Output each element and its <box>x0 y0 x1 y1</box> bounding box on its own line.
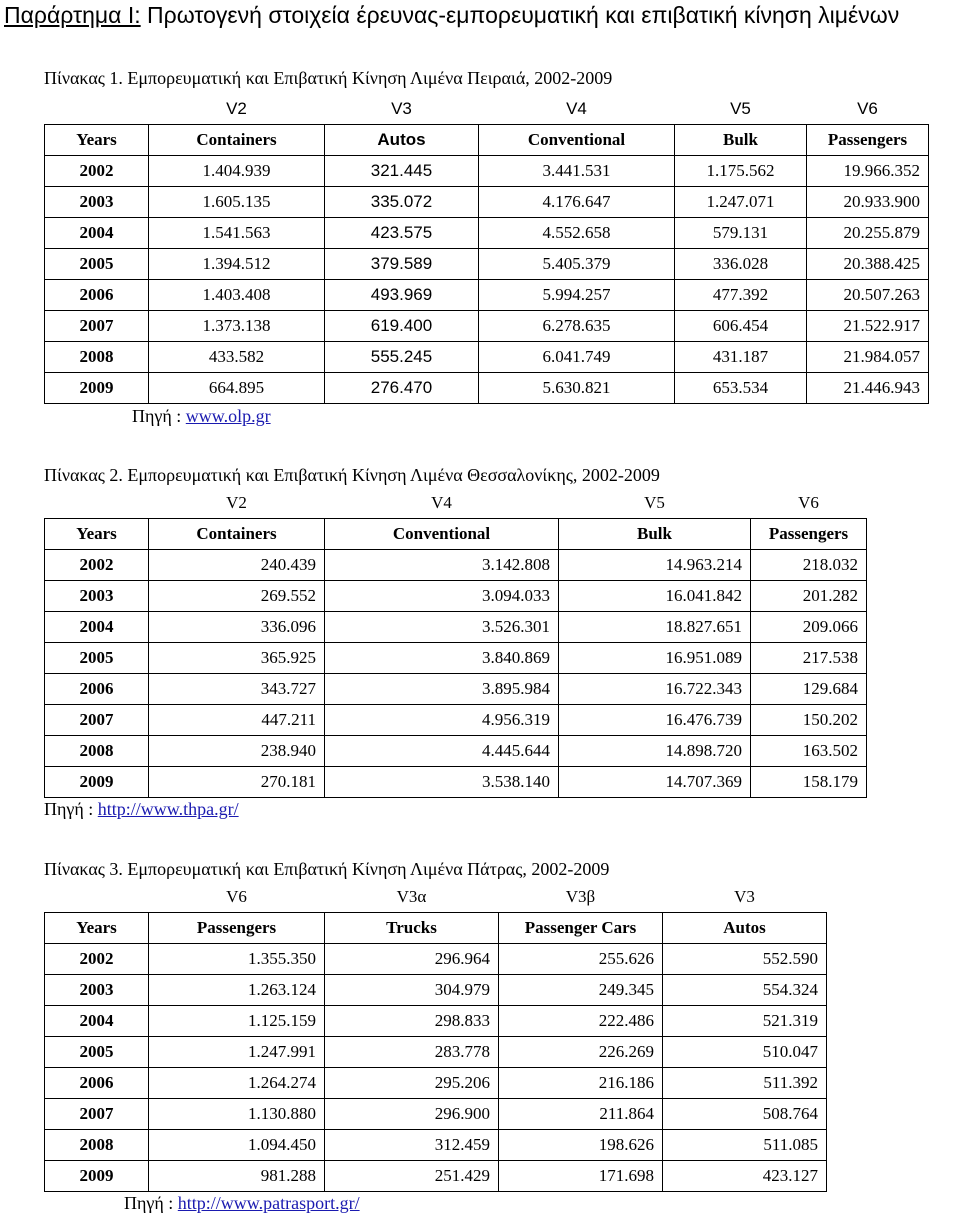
value-cell: 579.131 <box>675 218 807 249</box>
value-cell: 222.486 <box>499 1006 663 1037</box>
table2-source <box>44 798 239 820</box>
value-cell: 249.345 <box>499 975 663 1006</box>
value-cell: 18.827.651 <box>559 612 751 643</box>
variable-row <box>45 94 929 125</box>
column-header: Trucks <box>325 913 499 944</box>
value-cell: 198.626 <box>499 1130 663 1161</box>
table-row <box>45 1099 827 1130</box>
value-cell: 3.142.808 <box>325 550 559 581</box>
value-cell: 21.446.943 <box>807 373 929 404</box>
value-cell: 477.392 <box>675 280 807 311</box>
value-cell: 217.538 <box>751 643 867 674</box>
value-cell: 251.429 <box>325 1161 499 1192</box>
value-cell: 1.541.563 <box>149 218 325 249</box>
value-cell: 1.373.138 <box>149 311 325 342</box>
value-cell: 283.778 <box>325 1037 499 1068</box>
table-row <box>45 736 867 767</box>
column-header: Bulk <box>559 519 751 550</box>
column-header: Autos <box>663 913 827 944</box>
value-cell: 3.526.301 <box>325 612 559 643</box>
variable-row <box>45 488 867 519</box>
value-cell: 493.969 <box>325 280 479 311</box>
variable-label <box>45 94 149 125</box>
table-row <box>45 1161 827 1192</box>
value-cell: 1.403.408 <box>149 280 325 311</box>
value-cell: 664.895 <box>149 373 325 404</box>
value-cell: 216.186 <box>499 1068 663 1099</box>
value-cell: 3.441.531 <box>479 156 675 187</box>
value-cell: 295.206 <box>325 1068 499 1099</box>
value-cell: 16.951.089 <box>559 643 751 674</box>
year-cell: 2003 <box>45 581 149 612</box>
year-cell: 2007 <box>45 1099 149 1130</box>
column-header: Conventional <box>325 519 559 550</box>
value-cell: 14.898.720 <box>559 736 751 767</box>
value-cell: 1.130.880 <box>149 1099 325 1130</box>
value-cell: 552.590 <box>663 944 827 975</box>
header-row <box>45 125 929 156</box>
value-cell: 238.940 <box>149 736 325 767</box>
variable-label <box>45 488 149 519</box>
year-cell: 2002 <box>45 944 149 975</box>
value-cell: 379.589 <box>325 249 479 280</box>
table-row <box>45 612 867 643</box>
column-header: Bulk <box>675 125 807 156</box>
year-cell: 2005 <box>45 1037 149 1068</box>
value-cell: 606.454 <box>675 311 807 342</box>
year-cell: 2002 <box>45 156 149 187</box>
year-cell: 2009 <box>45 373 149 404</box>
value-cell: 201.282 <box>751 581 867 612</box>
table-row <box>45 581 867 612</box>
table-row <box>45 373 929 404</box>
value-cell: 511.085 <box>663 1130 827 1161</box>
value-cell: 296.900 <box>325 1099 499 1130</box>
piraeus-table <box>44 94 929 404</box>
year-cell: 2006 <box>45 1068 149 1099</box>
table2-caption: Πίνακας 2. Εμπορευματική και Επιβατική Κίνηση Λιμένα Θεσσαλονίκης, 2002-2009 <box>44 465 660 485</box>
value-cell: 19.966.352 <box>807 156 929 187</box>
column-header: Years <box>45 913 149 944</box>
year-cell: 2009 <box>45 1161 149 1192</box>
value-cell: 3.840.869 <box>325 643 559 674</box>
value-cell: 336.028 <box>675 249 807 280</box>
value-cell: 255.626 <box>499 944 663 975</box>
value-cell: 1.247.991 <box>149 1037 325 1068</box>
year-cell: 2002 <box>45 550 149 581</box>
value-cell: 14.963.214 <box>559 550 751 581</box>
year-cell: 2003 <box>45 187 149 218</box>
value-cell: 163.502 <box>751 736 867 767</box>
variable-row <box>45 882 827 913</box>
value-cell: 276.470 <box>325 373 479 404</box>
year-cell: 2004 <box>45 612 149 643</box>
value-cell: 5.630.821 <box>479 373 675 404</box>
value-cell: 1.394.512 <box>149 249 325 280</box>
value-cell: 129.684 <box>751 674 867 705</box>
year-cell: 2004 <box>45 1006 149 1037</box>
value-cell: 5.405.379 <box>479 249 675 280</box>
source-link[interactable]: www.olp.gr <box>185 406 271 426</box>
value-cell: 1.263.124 <box>149 975 325 1006</box>
value-cell: 296.964 <box>325 944 499 975</box>
value-cell: 3.094.033 <box>325 581 559 612</box>
header-row <box>45 913 827 944</box>
table-row <box>45 643 867 674</box>
variable-label: V6 <box>798 493 819 512</box>
column-header: Years <box>45 125 149 156</box>
value-cell: 150.202 <box>751 705 867 736</box>
value-cell: 298.833 <box>325 1006 499 1037</box>
table-row <box>45 944 827 975</box>
patras-table <box>44 882 827 1192</box>
variable-label: V3α <box>396 887 427 906</box>
table1-source <box>132 405 271 427</box>
variable-label: V3 <box>734 887 755 906</box>
value-cell: 304.979 <box>325 975 499 1006</box>
source-label: Πηγή : <box>44 799 98 819</box>
value-cell: 619.400 <box>325 311 479 342</box>
value-cell: 508.764 <box>663 1099 827 1130</box>
table-row <box>45 187 929 218</box>
table-row <box>45 342 929 373</box>
value-cell: 209.066 <box>751 612 867 643</box>
value-cell: 365.925 <box>149 643 325 674</box>
year-cell: 2005 <box>45 249 149 280</box>
year-cell: 2007 <box>45 311 149 342</box>
value-cell: 555.245 <box>325 342 479 373</box>
value-cell: 270.181 <box>149 767 325 798</box>
page-heading <box>4 0 956 30</box>
column-header: Passengers <box>149 913 325 944</box>
variable-label: V3 <box>391 99 412 118</box>
year-cell: 2003 <box>45 975 149 1006</box>
year-cell: 2008 <box>45 342 149 373</box>
value-cell: 269.552 <box>149 581 325 612</box>
variable-label: V3β <box>565 887 596 906</box>
table3-caption: Πίνακας 3. Εμπορευματική και Επιβατική Κίνηση Λιμένα Πάτρας, 2002-2009 <box>44 859 610 879</box>
value-cell: 423.127 <box>663 1161 827 1192</box>
header-row <box>45 519 867 550</box>
value-cell: 6.041.749 <box>479 342 675 373</box>
table-row <box>45 249 929 280</box>
table-row <box>45 674 867 705</box>
year-cell: 2007 <box>45 705 149 736</box>
value-cell: 226.269 <box>499 1037 663 1068</box>
value-cell: 3.895.984 <box>325 674 559 705</box>
value-cell: 14.707.369 <box>559 767 751 798</box>
value-cell: 653.534 <box>675 373 807 404</box>
value-cell: 510.047 <box>663 1037 827 1068</box>
value-cell: 4.176.647 <box>479 187 675 218</box>
variable-label: V6 <box>857 99 878 118</box>
column-header: Containers <box>149 519 325 550</box>
value-cell: 20.933.900 <box>807 187 929 218</box>
value-cell: 521.319 <box>663 1006 827 1037</box>
value-cell: 4.552.658 <box>479 218 675 249</box>
source-label: Πηγή : <box>132 406 186 426</box>
value-cell: 158.179 <box>751 767 867 798</box>
source-label: Πηγή : <box>124 1193 178 1213</box>
variable-label: V5 <box>730 99 751 118</box>
variable-label: V6 <box>226 887 247 906</box>
year-cell: 2006 <box>45 674 149 705</box>
table3-source <box>124 1192 360 1214</box>
source-link[interactable]: http://www.thpa.gr/ <box>97 799 239 819</box>
column-header: Passenger Cars <box>499 913 663 944</box>
column-header: Passengers <box>807 125 929 156</box>
value-cell: 4.956.319 <box>325 705 559 736</box>
value-cell: 4.445.644 <box>325 736 559 767</box>
value-cell: 5.994.257 <box>479 280 675 311</box>
value-cell: 343.727 <box>149 674 325 705</box>
variable-label: V4 <box>431 493 452 512</box>
value-cell: 321.445 <box>325 156 479 187</box>
year-cell: 2008 <box>45 736 149 767</box>
value-cell: 431.187 <box>675 342 807 373</box>
year-cell: 2004 <box>45 218 149 249</box>
year-cell: 2005 <box>45 643 149 674</box>
value-cell: 6.278.635 <box>479 311 675 342</box>
table-row <box>45 975 827 1006</box>
value-cell: 335.072 <box>325 187 479 218</box>
variable-label <box>45 882 149 913</box>
value-cell: 218.032 <box>751 550 867 581</box>
value-cell: 240.439 <box>149 550 325 581</box>
year-cell: 2009 <box>45 767 149 798</box>
value-cell: 447.211 <box>149 705 325 736</box>
value-cell: 554.324 <box>663 975 827 1006</box>
table-row <box>45 280 929 311</box>
value-cell: 16.722.343 <box>559 674 751 705</box>
value-cell: 1.404.939 <box>149 156 325 187</box>
value-cell: 21.984.057 <box>807 342 929 373</box>
heading-text: Πρωτογενή στοιχεία έρευνας-εμπορευματική και επιβατική κίνηση λιμένων <box>140 2 900 28</box>
table-row <box>45 156 929 187</box>
heading-prefix: Παράρτημα Ι: <box>4 2 141 28</box>
variable-label: V2 <box>226 99 247 118</box>
table-row <box>45 1130 827 1161</box>
table-row <box>45 1037 827 1068</box>
table1-caption: Πίνακας 1. Εμπορευματική και Επιβατική Κίνηση Λιμένα Πειραιά, 2002-2009 <box>44 68 613 88</box>
value-cell: 20.255.879 <box>807 218 929 249</box>
thessaloniki-table <box>44 488 867 798</box>
table-row <box>45 767 867 798</box>
year-cell: 2006 <box>45 280 149 311</box>
value-cell: 423.575 <box>325 218 479 249</box>
column-header: Years <box>45 519 149 550</box>
value-cell: 511.392 <box>663 1068 827 1099</box>
value-cell: 1.605.135 <box>149 187 325 218</box>
variable-label: V2 <box>226 493 247 512</box>
table-row <box>45 1068 827 1099</box>
value-cell: 20.507.263 <box>807 280 929 311</box>
value-cell: 16.476.739 <box>559 705 751 736</box>
value-cell: 20.388.425 <box>807 249 929 280</box>
value-cell: 1.355.350 <box>149 944 325 975</box>
value-cell: 211.864 <box>499 1099 663 1130</box>
variable-label: V5 <box>644 493 665 512</box>
table-row <box>45 311 929 342</box>
value-cell: 1.125.159 <box>149 1006 325 1037</box>
value-cell: 1.264.274 <box>149 1068 325 1099</box>
value-cell: 171.698 <box>499 1161 663 1192</box>
table-row <box>45 1006 827 1037</box>
column-header: Autos <box>325 125 479 156</box>
value-cell: 336.096 <box>149 612 325 643</box>
table-row <box>45 705 867 736</box>
value-cell: 981.288 <box>149 1161 325 1192</box>
value-cell: 312.459 <box>325 1130 499 1161</box>
table-row <box>45 550 867 581</box>
table-row <box>45 218 929 249</box>
source-link[interactable]: http://www.patrasport.gr/ <box>177 1193 360 1213</box>
value-cell: 1.094.450 <box>149 1130 325 1161</box>
value-cell: 433.582 <box>149 342 325 373</box>
value-cell: 1.175.562 <box>675 156 807 187</box>
column-header: Conventional <box>479 125 675 156</box>
column-header: Containers <box>149 125 325 156</box>
value-cell: 21.522.917 <box>807 311 929 342</box>
year-cell: 2008 <box>45 1130 149 1161</box>
value-cell: 1.247.071 <box>675 187 807 218</box>
value-cell: 16.041.842 <box>559 581 751 612</box>
variable-label: V4 <box>566 99 587 118</box>
value-cell: 3.538.140 <box>325 767 559 798</box>
column-header: Passengers <box>751 519 867 550</box>
